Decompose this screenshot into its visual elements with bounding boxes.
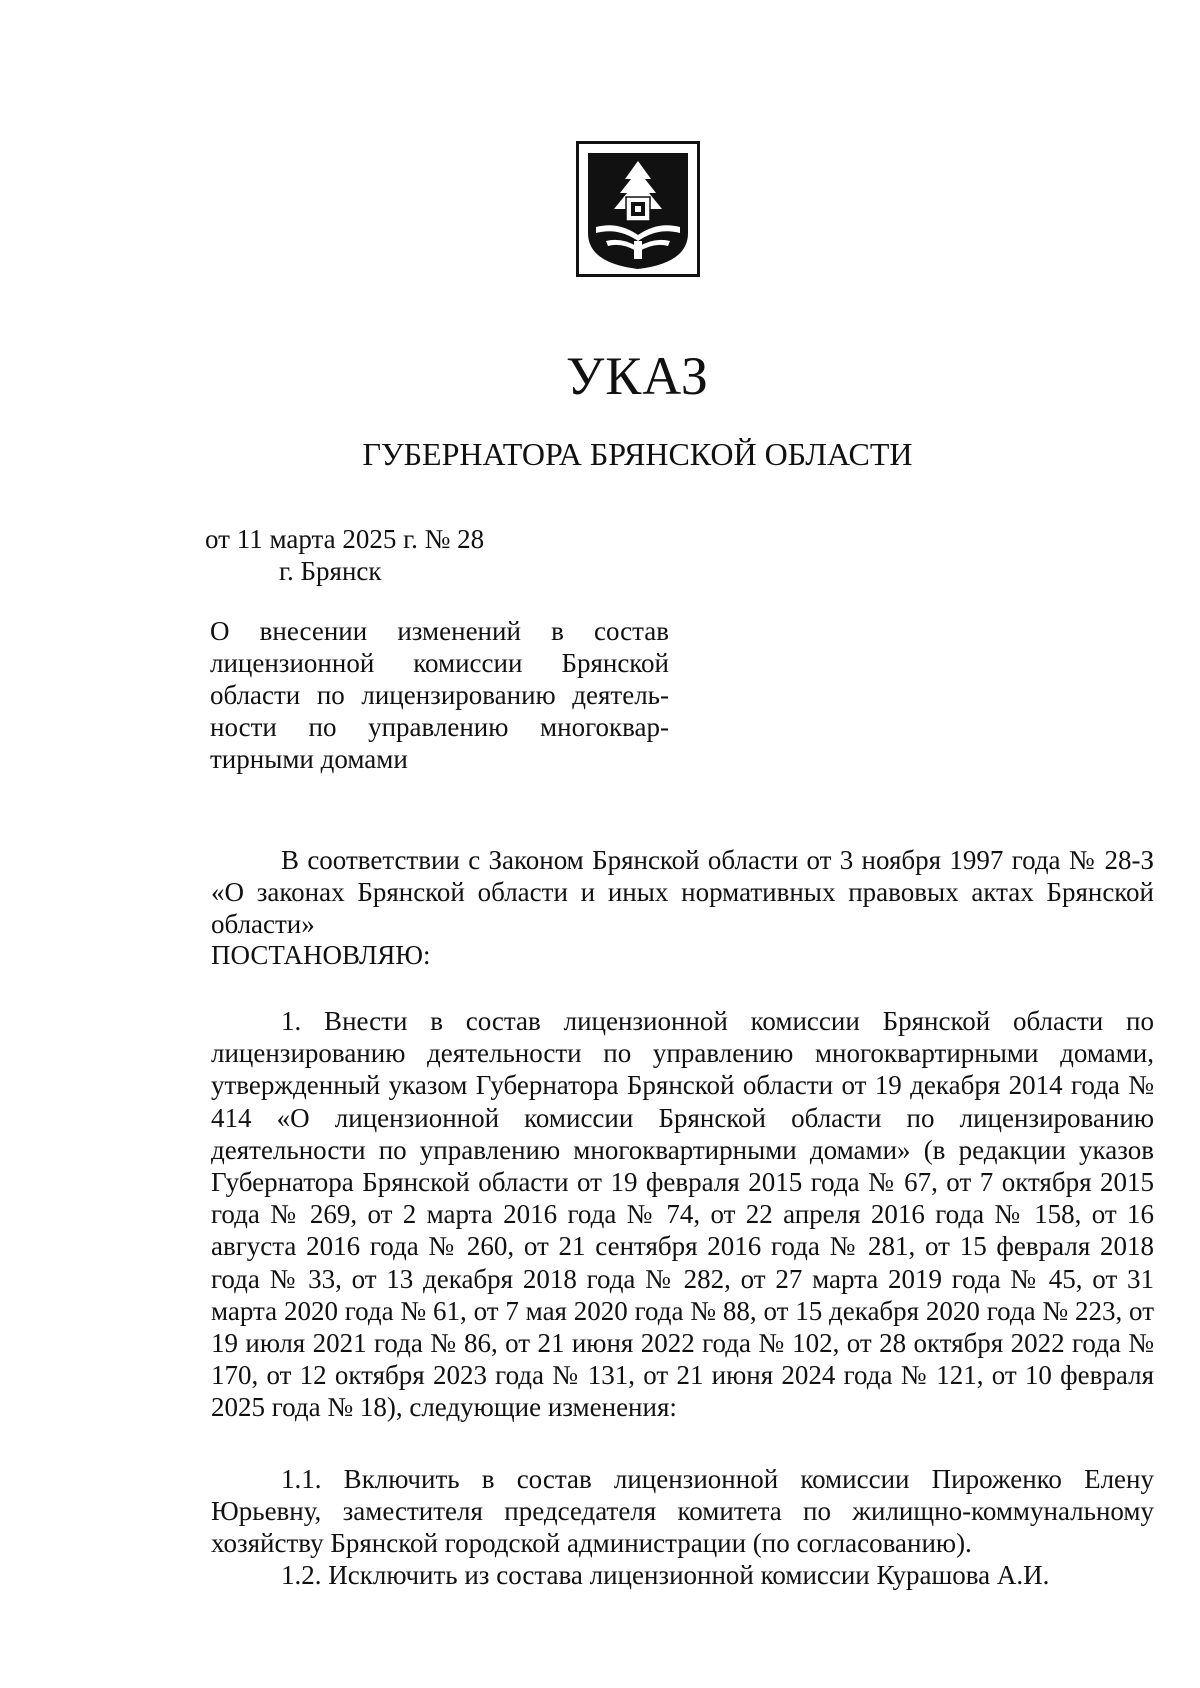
decree-word: ПОСТАНОВЛЯЮ:: [211, 940, 431, 970]
bryansk-coat-of-arms-icon: [576, 141, 700, 277]
document-date-number: от 11 марта 2025 г. № 28: [205, 524, 485, 554]
item-1-1-paragraph: 1.1. Включить в состав лицензионной комиссии Пироженко Елену Юрьевну, заместителя председателя комитета по жилищно-коммунальному хозяйству Брянской городской администрации (по согласованию).: [211, 1464, 1154, 1559]
item-1-2-paragraph: 1.2. Исключить из состава лицензионной комиссии Курашова А.И.: [281, 1560, 1050, 1590]
document-title: УКАЗ: [566, 346, 709, 406]
document-issuer: ГУБЕРНАТОРА БРЯНСКОЙ ОБЛАСТИ: [362, 436, 913, 472]
item-1-paragraph: 1. Внести в состав лицензионной комиссии Брянской области по лицензированию деятельности по управлению многоквартирными домами, утвержденный указом Губернатора Брянской области от 19 декабря 2014 года № 414 «О лицензионной комиссии Брянской области по лицензированию деятельности по управлению многоквартирными домами» (в редакции указов Губернатора Брянской области от 19 февраля 2015 года № 67, от 7 октября 2015 года № 269, от 2 марта 2016 года № 74, от 22 апреля 2016 года № 158, от 16 августа 2016 года № 260, от 21 сентября 2016 года № 281, от 15 февраля 2018 года № 33, от 13 декабря 2018 года № 282, от 27 марта 2019 года № 45, от 31 марта 2020 года № 61, от 7 мая 2020 года № 88, от 15 декабря 2020 года № 223, от 19 июля 2021 года № 86, от 21 июня 2022 года № 102, от 28 октября 2022 года № 170, от 12 октября 2023 года № 131, от 21 июня 2024 года № 121, от 10 февраля 2025 года № 18), следующие изменения:: [211, 1006, 1154, 1423]
preamble-paragraph: В соответствии с Законом Брянской области от 3 ноября 1997 года № 28-З «О законах Брянской области и иных нормативных правовых актах Брянской области»: [211, 845, 1154, 940]
document-subject: О внесении изменений в состав лицензионной комиссии Брянской области по лицензированию деятельности по управлению многоквартирными домами: [210, 616, 669, 774]
document-city: г. Брянск: [279, 556, 382, 586]
